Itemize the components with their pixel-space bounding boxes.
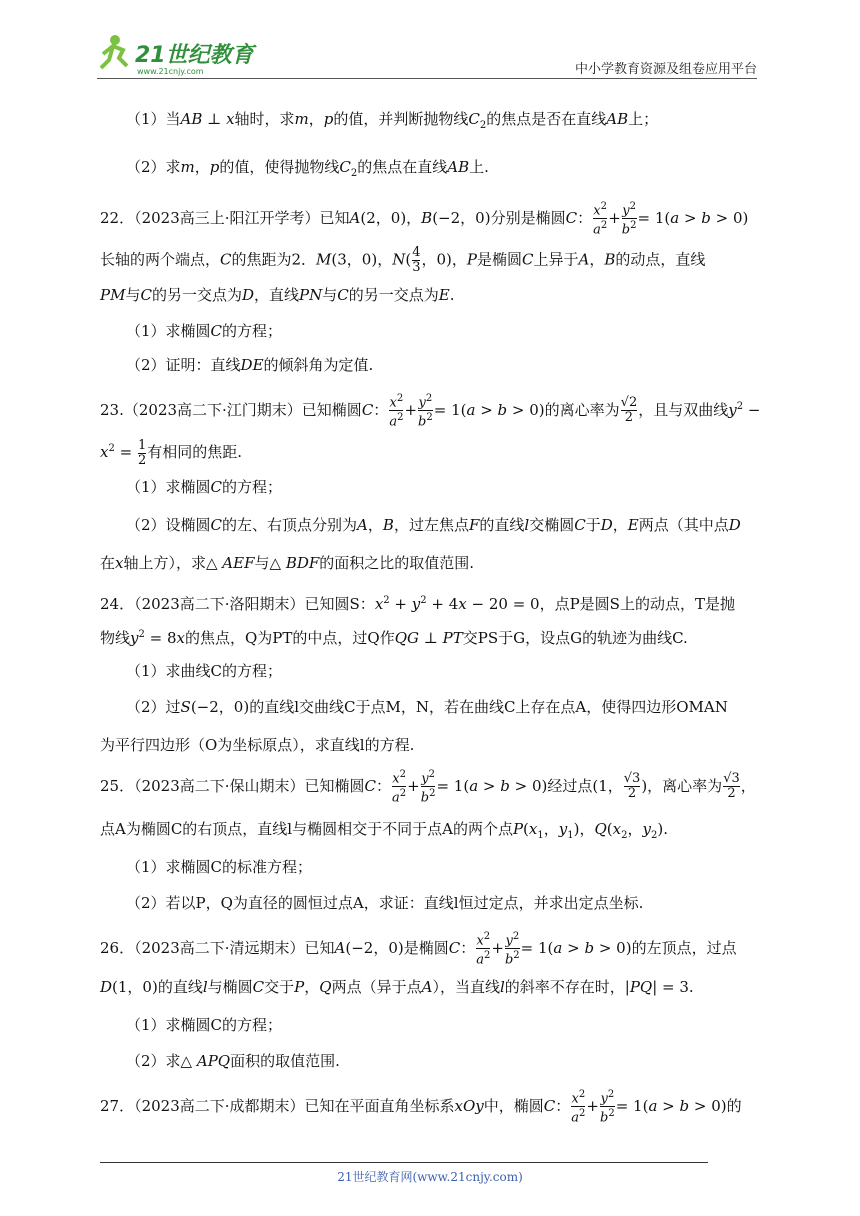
q25-line2: 点A为椭圆C的右顶点，直线l与椭圆相交于不同于点A的两个点$P(x_1$，$y_1$)，$Q(x_2$，$y_2$). — [100, 820, 668, 841]
platform-name: 中小学教育资源及组卷应用平台 — [574, 62, 757, 77]
q23-part2-b: 在x轴上方），求△ AEF与△ BDF的面积之比的取值范围. — [100, 554, 475, 572]
runner-icon — [101, 35, 127, 68]
q23-line1: 23.（2023高二下·江门期末）已知椭圆C： $\frac{x^2}{a^2}$ + $\frac{y^2}{b^2}$ = 1(a > b > 0)的离心率为 $\frac{√2}{2}$ ，且与双曲线$y^2$ − — [100, 393, 761, 430]
q23-part2-a: （2）设椭圆C的左、右顶点分别为A，B，过左焦点F的直线l交椭圆C于D，E两点（其中点D — [126, 516, 741, 534]
q22-part1: （1）求椭圆C的方程； — [126, 322, 283, 340]
q26-part1: （1）求椭圆C的方程； — [126, 1016, 283, 1034]
q26-line2: D(1，0)的直线l与椭圆C交于P，Q两点（异于点A），当直线l的斜率不存在时，|PQ| = 3. — [100, 978, 694, 996]
svg-text:21世纪教育: 21世纪教育 — [135, 43, 254, 68]
q24-line1: 24．（2023高二下·洛阳期末）已知圆S：$x^2 + y^2 + 4x - 20 = 0$，点P是圆S上的动点，T是抛 — [100, 595, 735, 613]
q23-line2: $x^2$ = $\frac{1}{2}$ 有相同的焦距. — [100, 437, 243, 468]
header-divider — [97, 78, 757, 79]
svg-text:www.21cnjy.com: www.21cnjy.com — [137, 67, 204, 76]
q22-line2: 长轴的两个端点，C的焦距为2．M(3，0)，N( $\frac{4}{3}$ ，0)，P是椭圆C上异于A，B的动点，直线 — [100, 245, 706, 275]
q25-part2: （2）若以P，Q为直径的圆恒过点A，求证：直线l恒过定点，并求出定点坐标. — [126, 894, 644, 912]
q25-part1: （1）求椭圆C的标准方程； — [126, 858, 313, 876]
site-logo — [97, 32, 267, 78]
page-header — [97, 30, 757, 80]
q21-part2: （2）求m，p的值，使得抛物线$C_2$的焦点在直线AB上. — [126, 158, 489, 179]
footer-divider — [100, 1162, 708, 1163]
q26-part2: （2）求△ APQ面积的取值范围. — [126, 1052, 340, 1070]
q22-line3: PM与C的另一交点为D，直线PN与C的另一交点为E. — [100, 286, 455, 304]
q23-part1: （1）求椭圆C的方程； — [126, 478, 283, 496]
q22-line1: 22．（2023高三上·阳江开学考）已知A(2，0)，B(−2，0)分别是椭圆C： $\frac{x^2}{a^2}$ + $\frac{y^2}{b^2}$ = 1(a > b > 0) — [100, 201, 749, 238]
q24-part2-a: （2）过S(−2，0)的直线l交曲线C于点M，N，若在曲线C上存在点A，使得四边形OMAN — [126, 698, 728, 716]
q25-line1: 25．（2023高二下·保山期末）已知椭圆C： $\frac{x^2}{a^2}$ + $\frac{y^2}{b^2}$ = 1(a > b > 0)经过点(1， $\frac{√3}{2}$ )，离心率为 $\frac{√3}{2}$ ， — [100, 769, 756, 806]
q21-part1: （1）当AB ⊥ x轴时，求m，p的值，并判断抛物线$C_2$的焦点是否在直线AB上； — [126, 110, 659, 131]
footer-source[interactable]: 21世纪教育网(www.21cnjy.com) — [337, 1170, 523, 1184]
q24-part1: （1）求曲线C的方程； — [126, 662, 283, 680]
q22-part2: （2）证明：直线DE的倾斜角为定值. — [126, 356, 374, 374]
q24-part2-b: 为平行四边形（O为坐标原点），求直线l的方程. — [100, 736, 415, 754]
q27-line1: 27．（2023高二下·成都期末）已知在平面直角坐标系xOy中，椭圆C： $\frac{x^2}{a^2}$ + $\frac{y^2}{b^2}$ = 1(a > b > 0)的 — [100, 1089, 742, 1126]
q26-line1: 26．（2023高二下·清远期末）已知A(−2，0)是椭圆C： $\frac{x^2}{a^2}$ + $\frac{y^2}{b^2}$ = 1(a > b > 0)的左顶点，过点 — [100, 931, 737, 968]
q24-line2: 物线$y^2 = 8x$的焦点，Q为PT的中点，过Q作QG ⊥ PT交PS于G，设点G的轨迹为曲线C. — [100, 629, 688, 647]
